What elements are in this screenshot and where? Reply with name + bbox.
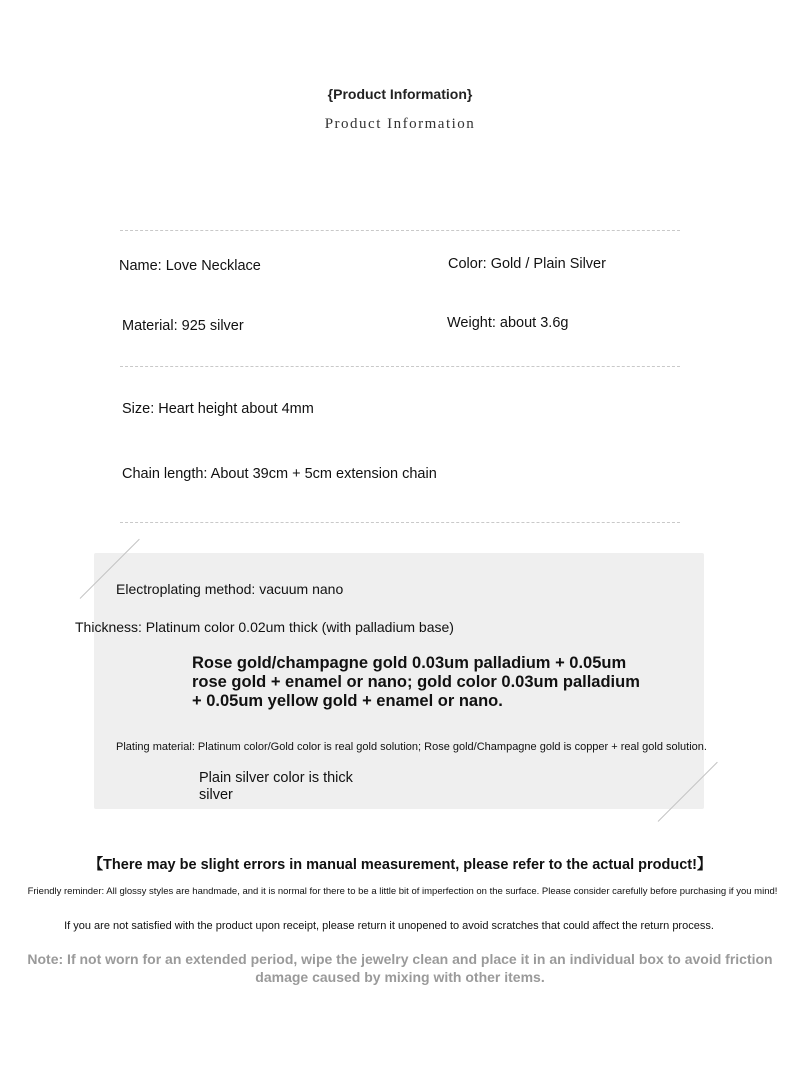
spec-weight: Weight: about 3.6g: [447, 315, 569, 331]
spec-material: Material: 925 silver: [122, 318, 244, 334]
plain-silver-spec-line: silver: [199, 787, 233, 803]
spec-chain-length: Chain length: About 39cm + 5cm extension chain: [122, 466, 437, 482]
rose-gold-spec: [192, 654, 640, 711]
rose-gold-spec-line: Rose gold/champagne gold 0.03um palladium + 0.05um: [192, 654, 627, 672]
rose-gold-spec-line: rose gold + enamel or nano; gold color 0.03um palladium: [192, 673, 640, 691]
spec-name: Name: Love Necklace: [119, 258, 261, 274]
page-title: {Product Information}: [327, 86, 473, 102]
plain-silver-spec: [199, 770, 353, 804]
friendly-reminder: Friendly reminder: All glossy styles are handmade, and it is normal for there to be a little bit of imperfection on the surface. Please consider carefully before purchasing if you mind!: [27, 886, 778, 897]
plating-thickness: Thickness: Platinum color 0.02um thick (with palladium base): [75, 619, 454, 635]
measurement-notice: 【There may be slight errors in manual measurement, please refer to the actual product!】: [88, 857, 712, 873]
spec-size: Size: Heart height about 4mm: [122, 401, 314, 417]
page-subtitle: Product Information: [324, 116, 476, 132]
care-note: Note: If not worn for an extended period, wipe the jewelry clean and place it in an individual box to avoid friction damage caused by mixing with other items.: [27, 951, 773, 985]
dashed-divider: [120, 366, 680, 367]
plating-method: Electroplating method: vacuum nano: [116, 581, 344, 597]
plain-silver-spec-line: Plain silver color is thick: [199, 770, 353, 786]
rose-gold-spec-line: + 0.05um yellow gold + enamel or nano.: [192, 692, 503, 710]
plating-material: Plating material: Platinum color/Gold color is real gold solution; Rose gold/Champagne gold is copper + real gold solution.: [116, 741, 707, 753]
dashed-divider: [120, 230, 680, 231]
spec-color: Color: Gold / Plain Silver: [448, 256, 606, 272]
dashed-divider: [120, 522, 680, 523]
return-policy: If you are not satisfied with the product upon receipt, please return it unopened to avoid scratches that could affect the return process.: [64, 920, 714, 932]
